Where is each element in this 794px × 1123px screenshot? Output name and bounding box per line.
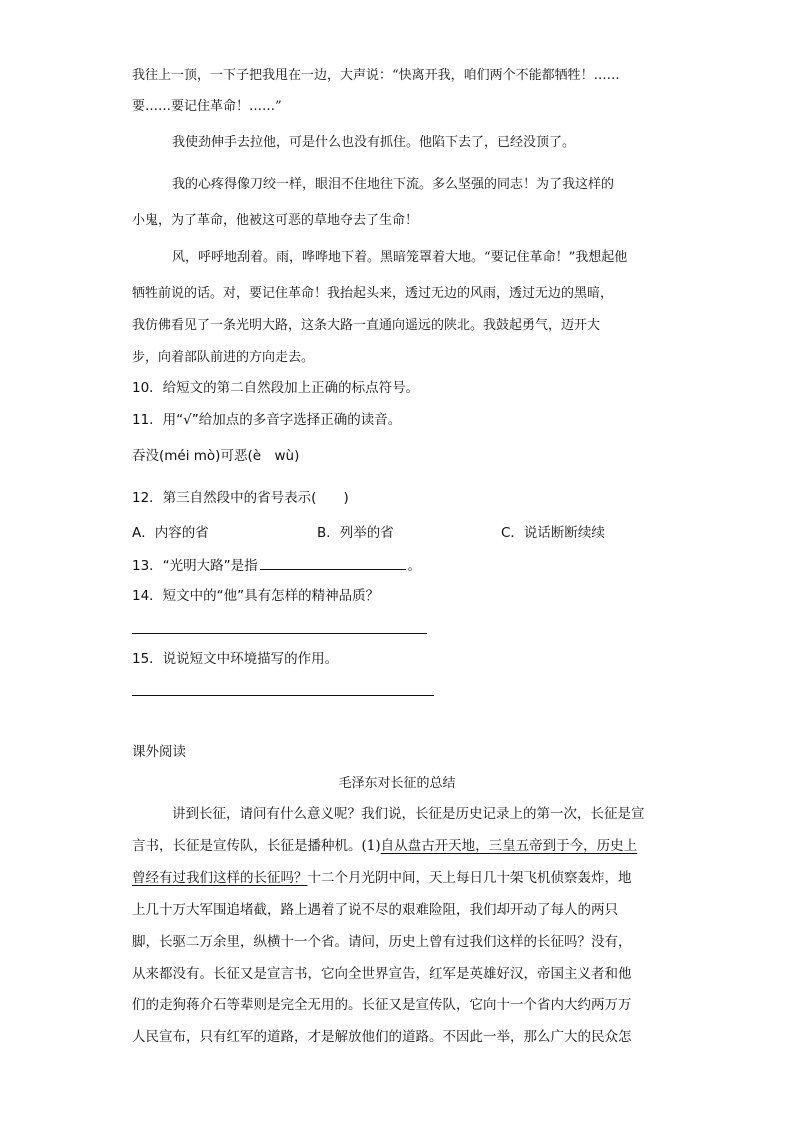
question-11-items: 吞没(méi mò)可恶(è wù) <box>132 448 300 464</box>
article-line-5: 脚，长驱二万余里，纵横十一个省。请问，历史上曾有过我们这样的长征吗？没有， <box>132 934 632 950</box>
question-13 <box>132 555 421 576</box>
article-line-8: 人民宣布，只有红军的道路，才是解放他们的道路。不因此一举，那么广大的民众怎 <box>132 1029 632 1045</box>
passage-line-7: 牺牲前说的话。对，要记住革命！我抬起头来，透过无边的风雨，透过无边的黑暗， <box>132 286 614 301</box>
question-11: 11．用“√”给加点的多音字选择正确的读音。 <box>132 412 402 428</box>
question-12: 12．第三自然段中的省号表示( ) <box>132 490 349 506</box>
passage-line-2: 要……要记住革命！……” <box>132 99 282 114</box>
article-underlined-sentence-part-2: 曾经有过我们这样的长征吗？ <box>132 870 308 886</box>
article-underlined-sentence-part-1: 自从盘古开天地，三皇五帝到于今，历史上 <box>380 838 638 854</box>
q13-answer-blank[interactable] <box>260 555 406 570</box>
question-15: 15．说说短文中环境描写的作用。 <box>132 651 339 667</box>
passage-line-4: 我的心疼得像刀绞一样，眼泪不住地往下流。多么坚强的同志！为了我这样的 <box>172 177 615 192</box>
passage-line-8: 我仿佛看见了一条光明大路，这条大路一直通向遥远的陕北。我鼓起勇气，迈开大 <box>132 318 601 333</box>
q15-answer-line[interactable] <box>132 695 434 696</box>
question-14: 14．短文中的“他”具有怎样的精神品质？ <box>132 588 380 604</box>
question-10: 10．给短文的第二自然段加上正确的标点符号。 <box>132 380 420 396</box>
section-label: 课外阅读 <box>132 744 186 760</box>
passage-line-1: 我往上一顶，一下子把我甩在一边，大声说：“快离开我，咱们两个不能都牺牲！…… <box>132 68 620 83</box>
q12-option-c[interactable]: C．说话断断续续 <box>501 525 605 541</box>
article-line-4: 上几十万大军围追堵截，路上遇着了说不尽的艰难险阻，我们却开动了每人的两只 <box>132 902 618 918</box>
article-line-7: 们的走狗蒋介石等辈则是完全无用的。长征又是宣传队，它向十一个省内大约两万万 <box>132 997 632 1013</box>
passage-line-9: 步，向着部队前进的方向走去。 <box>132 350 315 365</box>
passage-line-3: 我使劲伸手去拉他，可是什么也没有抓住。他陷下去了，已经没顶了。 <box>172 135 576 150</box>
article-title: 毛泽东对长征的总结 <box>338 776 456 791</box>
article-line-3-text: 十二个月光阴中间，天上每日几十架飞机侦察轰炸，地 <box>307 870 632 886</box>
article-line-2-text: 言书，长征是宣传队，长征是播种机。(1) <box>132 838 381 854</box>
q12-option-b[interactable]: B．列举的省 <box>317 525 394 541</box>
article-line-2 <box>132 836 657 856</box>
passage-line-6: 风，呼呼地刮着。雨，哗哗地下着。黑暗笼罩着大地。“要记住革命！”我想起他 <box>172 250 628 265</box>
q14-answer-line[interactable] <box>132 633 427 634</box>
q12-option-a[interactable]: A．内容的省 <box>132 525 209 541</box>
question-13-prefix: 13．“光明大路”是指 <box>132 558 258 574</box>
article-line-6: 从来都没有。长征又是宣言书，它向全世界宣告，红军是英雄好汉，帝国主义者和他 <box>132 966 632 982</box>
article-line-3 <box>132 868 657 888</box>
question-13-suffix: 。 <box>407 558 422 574</box>
article-line-1: 讲到长征，请问有什么意义呢？我们说，长征是历史记录上的第一次，长征是宣 <box>172 806 645 822</box>
passage-line-5: 小鬼，为了革命，他被这可恶的草地夺去了生命！ <box>132 213 419 228</box>
